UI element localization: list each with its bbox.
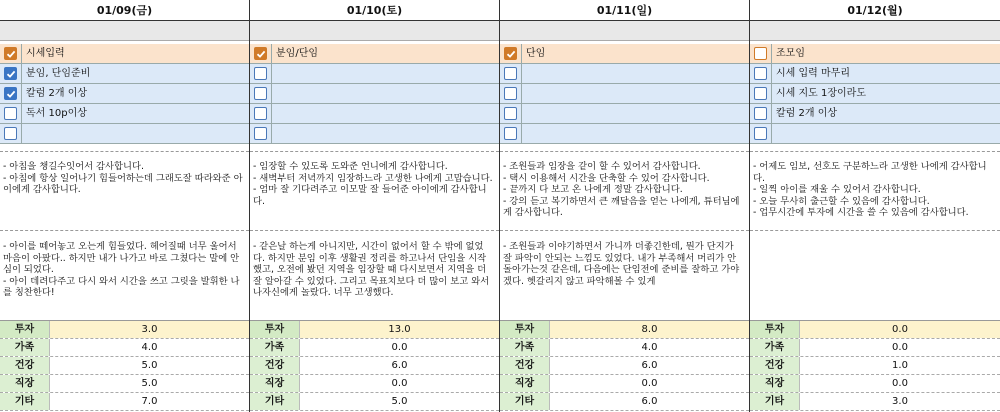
task-label[interactable]	[772, 124, 1000, 143]
reflection-notes[interactable]	[500, 230, 749, 321]
task-checkbox-cell	[750, 104, 772, 123]
task-checkbox[interactable]	[4, 67, 17, 80]
score-category-label: 건강	[250, 357, 300, 374]
task-checkbox-cell	[0, 64, 22, 83]
day-blank-row	[250, 21, 499, 41]
task-checkbox[interactable]	[4, 47, 17, 60]
task-label[interactable]	[522, 124, 749, 143]
score-value[interactable]: 3.0	[892, 396, 908, 407]
day-header: 01/09(금)	[0, 0, 249, 21]
task-row	[0, 124, 249, 144]
task-label[interactable]	[272, 64, 499, 83]
score-category-label: 건강	[500, 357, 550, 374]
score-category-label: 기타	[0, 393, 50, 410]
spacer	[750, 144, 1000, 151]
gratitude-line: - 새벽부터 저녁까지 임장하느라 고생한 나에게 고맙습니다.	[253, 172, 493, 184]
checkmark-icon	[6, 89, 16, 99]
score-value[interactable]: 4.0	[141, 342, 158, 353]
score-category-label: 가족	[750, 339, 800, 356]
score-row	[500, 357, 749, 375]
task-checkbox[interactable]	[754, 87, 767, 100]
score-row	[250, 375, 499, 393]
gratitude-line: - 업무시간에 투자에 시간을 쓸 수 있음에 감사합니다.	[753, 207, 969, 218]
score-row	[500, 321, 749, 339]
task-row	[500, 124, 749, 144]
task-row	[0, 64, 249, 84]
reflection-line: - 아이 데려다주고 다시 와서 시간을 쓰고 그릿을 발휘한 나를 칭찬한다!	[3, 275, 240, 298]
day-blank-row	[0, 21, 249, 41]
gratitude-notes[interactable]	[500, 151, 749, 230]
score-value[interactable]: 6.0	[391, 360, 408, 371]
spacer	[0, 144, 249, 151]
task-row	[0, 104, 249, 124]
task-row	[500, 104, 749, 124]
task-checkbox-cell	[500, 84, 522, 103]
task-checkbox-cell	[250, 124, 272, 143]
reflection-notes[interactable]	[0, 230, 249, 321]
task-checkbox[interactable]	[504, 107, 517, 120]
task-checkbox-cell	[500, 44, 522, 63]
score-row	[0, 357, 249, 375]
day-header: 01/10(토)	[250, 0, 499, 21]
task-row	[500, 64, 749, 84]
task-checkbox-cell	[0, 104, 22, 123]
score-value[interactable]: 13.0	[300, 321, 499, 338]
task-row	[0, 84, 249, 104]
task-checkbox[interactable]	[4, 87, 17, 100]
score-table	[0, 321, 249, 411]
spacer	[250, 144, 499, 151]
task-checkbox[interactable]	[254, 47, 267, 60]
score-value[interactable]: 5.0	[141, 360, 158, 371]
gratitude-line: - 강의 듣고 복기하면서 큰 깨달음을 얻는 나에게, 튜터님에게 감사합니다.	[503, 195, 740, 218]
score-table	[250, 321, 499, 411]
score-category-label: 직장	[500, 375, 550, 392]
gratitude-line: - 엄마 잘 기다려주고 이모말 잘 들어준 아이에게 감사합니다.	[253, 184, 487, 207]
task-checkbox[interactable]	[754, 67, 767, 80]
score-row	[250, 321, 499, 339]
score-category-label: 직장	[250, 375, 300, 392]
score-row	[500, 339, 749, 357]
checkmark-icon	[256, 49, 266, 59]
task-label[interactable]: 시세입력	[26, 48, 65, 59]
score-value[interactable]: 3.0	[50, 321, 249, 338]
score-value[interactable]: 0.0	[641, 378, 658, 389]
score-category-label: 기타	[750, 393, 800, 410]
task-checkbox[interactable]	[504, 67, 517, 80]
day-column	[250, 0, 500, 412]
day-header: 01/12(월)	[750, 0, 1000, 21]
score-category-label: 직장	[0, 375, 50, 392]
task-row	[250, 64, 499, 84]
task-checkbox[interactable]	[4, 127, 17, 140]
task-row	[500, 84, 749, 104]
score-row	[750, 357, 1000, 375]
task-row	[750, 44, 1000, 64]
task-label[interactable]	[522, 84, 749, 103]
day-blank-row	[750, 21, 1000, 41]
score-value[interactable]: 4.0	[641, 342, 658, 353]
score-value[interactable]: 8.0	[550, 321, 749, 338]
score-category-label: 투자	[500, 321, 550, 338]
score-row	[250, 393, 499, 411]
task-label[interactable]	[522, 64, 749, 83]
score-row	[250, 357, 499, 375]
score-category-label: 기타	[250, 393, 300, 410]
score-row	[0, 321, 249, 339]
score-value[interactable]: 0.0	[892, 378, 908, 389]
reflection-notes[interactable]	[750, 230, 1000, 321]
task-row	[750, 104, 1000, 124]
gratitude-notes[interactable]	[0, 151, 249, 230]
task-label[interactable]: 단임	[526, 48, 546, 59]
task-label[interactable]: 분임/단임	[276, 48, 319, 59]
score-value[interactable]: 5.0	[391, 396, 408, 407]
task-row	[500, 44, 749, 64]
task-checkbox[interactable]	[504, 47, 517, 60]
task-label[interactable]: 칼럼 2개 이상	[776, 108, 838, 119]
score-category-label: 건강	[750, 357, 800, 374]
task-checkbox-cell	[250, 84, 272, 103]
task-checkbox-cell	[500, 64, 522, 83]
score-category-label: 가족	[250, 339, 300, 356]
reflection-line: - 조원들과 이야기하면서 가니까 더좋긴한데, 뭔가 단지가 잘 파악이 안되는 느낌도 있었다. 내가 부족해서 머리가 안돌아가는것 같은데, 다음에는 단임전에 준비를 잘하고 가야겠다. 헷갈리지 않고 파악해볼 수 있게	[503, 241, 740, 287]
reflection-notes[interactable]	[250, 230, 499, 321]
score-value[interactable]: 1.0	[892, 360, 908, 371]
task-checkbox[interactable]	[254, 87, 267, 100]
task-row	[750, 64, 1000, 84]
score-value[interactable]: 6.0	[641, 360, 658, 371]
task-label[interactable]: 조모임	[776, 48, 805, 59]
gratitude-notes[interactable]	[750, 151, 1000, 230]
task-checkbox-cell	[0, 84, 22, 103]
task-checkbox[interactable]	[504, 87, 517, 100]
task-checkbox-cell	[500, 124, 522, 143]
task-checkbox-cell	[500, 104, 522, 123]
task-checkbox-cell	[250, 64, 272, 83]
day-column	[750, 0, 1000, 412]
task-checkbox-cell	[0, 124, 22, 143]
score-value[interactable]: 0.0	[800, 321, 1000, 338]
checkmark-icon	[506, 49, 516, 59]
task-checkbox[interactable]	[504, 127, 517, 140]
task-checkbox-cell	[750, 84, 772, 103]
task-row	[750, 84, 1000, 104]
spacer	[500, 144, 749, 151]
task-row	[250, 44, 499, 64]
score-category-label: 가족	[500, 339, 550, 356]
gratitude-line: - 어제도 임보, 선호도 구분하느라 고생한 나에게 감사합니다.	[753, 161, 987, 184]
score-value[interactable]: 7.0	[141, 396, 158, 407]
day-header: 01/11(일)	[500, 0, 749, 21]
task-label[interactable]	[22, 124, 249, 143]
task-checkbox[interactable]	[254, 67, 267, 80]
task-checkbox-cell	[0, 44, 22, 63]
score-value[interactable]: 0.0	[892, 342, 908, 353]
task-checkbox-cell	[750, 44, 772, 63]
task-row	[0, 44, 249, 64]
score-category-label: 가족	[0, 339, 50, 356]
score-row	[0, 375, 249, 393]
score-value[interactable]: 0.0	[391, 378, 408, 389]
task-checkbox[interactable]	[754, 127, 767, 140]
task-row	[750, 124, 1000, 144]
score-row	[250, 339, 499, 357]
score-row	[750, 375, 1000, 393]
score-value[interactable]: 6.0	[641, 396, 658, 407]
score-row	[0, 393, 249, 411]
task-label[interactable]	[272, 84, 499, 103]
task-checkbox-cell	[750, 124, 772, 143]
task-label[interactable]	[522, 104, 749, 123]
task-label[interactable]: 칼럼 2개 이상	[26, 88, 88, 99]
reflection-line: - 같은날 하는게 아니지만, 시간이 없어서 할 수 밖에 없었다. 하지만 분임 이후 생활권 정리를 하고나서 단임을 시작했고, 오전에 봤던 지역을 임장할 때 다시보면서 지역을 더 잘 알아갈 수 있었다. 그리고 목표치보다 더 많이 보고 와서 나자신에게 놀랐다. 너무 고생했다.	[253, 241, 490, 298]
score-row	[750, 339, 1000, 357]
day-column	[0, 0, 250, 412]
score-value[interactable]: 0.0	[391, 342, 408, 353]
score-row	[0, 339, 249, 357]
task-row	[250, 124, 499, 144]
score-category-label: 기타	[500, 393, 550, 410]
reflection-line: - 아이를 떼어놓고 오는게 힘들었다. 헤어질때 너무 울어서 마음이 아팠다.. 하지만 내가 나가고 바로 그쳤다는 말에 안심이 되었다.	[3, 241, 240, 275]
task-checkbox[interactable]	[754, 47, 767, 60]
day-column	[500, 0, 750, 412]
score-row	[750, 393, 1000, 411]
task-checkbox-cell	[250, 44, 272, 63]
task-row	[250, 104, 499, 124]
task-label[interactable]	[272, 104, 499, 123]
task-label[interactable]	[272, 124, 499, 143]
checkmark-icon	[6, 49, 16, 59]
task-label[interactable]: 시세 입력 마무리	[776, 68, 850, 79]
score-category-label: 투자	[750, 321, 800, 338]
score-category-label: 직장	[750, 375, 800, 392]
gratitude-line: - 끝까지 다 보고 온 나에게 정말 감사합니다.	[503, 184, 683, 195]
gratitude-line: - 오늘 무사히 출근할 수 있음에 감사합니다.	[753, 195, 930, 207]
task-label[interactable]: 시세 지도 1장이라도	[776, 88, 866, 99]
gratitude-line: - 아침을 챙길수잇어서 감사합니다.	[3, 161, 144, 172]
task-label[interactable]: 독서 10p이상	[26, 108, 87, 119]
checkmark-icon	[6, 69, 16, 79]
gratitude-line: - 아침에 항상 일어나기 힘들어하는데 그래도잘 따라와준 아이에게 감사합니다.	[3, 172, 243, 195]
task-checkbox[interactable]	[4, 107, 17, 120]
score-category-label: 건강	[0, 357, 50, 374]
day-blank-row	[500, 21, 749, 41]
score-category-label: 투자	[250, 321, 300, 338]
score-table	[750, 321, 1000, 411]
task-checkbox-cell	[250, 104, 272, 123]
score-row	[500, 375, 749, 393]
gratitude-notes[interactable]	[250, 151, 499, 230]
task-checkbox[interactable]	[254, 127, 267, 140]
gratitude-line: - 임장할 수 있도록 도와준 언니에게 감사합니다.	[253, 161, 448, 172]
gratitude-line: - 택시 이용해서 시간을 단축할 수 있어 감사합니다.	[503, 172, 710, 184]
task-label[interactable]: 분임, 단임준비	[26, 68, 91, 79]
score-value[interactable]: 5.0	[141, 378, 158, 389]
task-checkbox[interactable]	[754, 107, 767, 120]
task-checkbox[interactable]	[254, 107, 267, 120]
gratitude-line: - 조원들과 임장을 같이 할 수 있어서 감사합니다.	[503, 161, 701, 172]
task-checkbox-cell	[750, 64, 772, 83]
score-row	[500, 393, 749, 411]
score-row	[750, 321, 1000, 339]
score-table	[500, 321, 749, 411]
gratitude-line: - 일찍 아이를 재울 수 있어서 감사합니다.	[753, 184, 921, 195]
score-category-label: 투자	[0, 321, 50, 338]
task-row	[250, 84, 499, 104]
